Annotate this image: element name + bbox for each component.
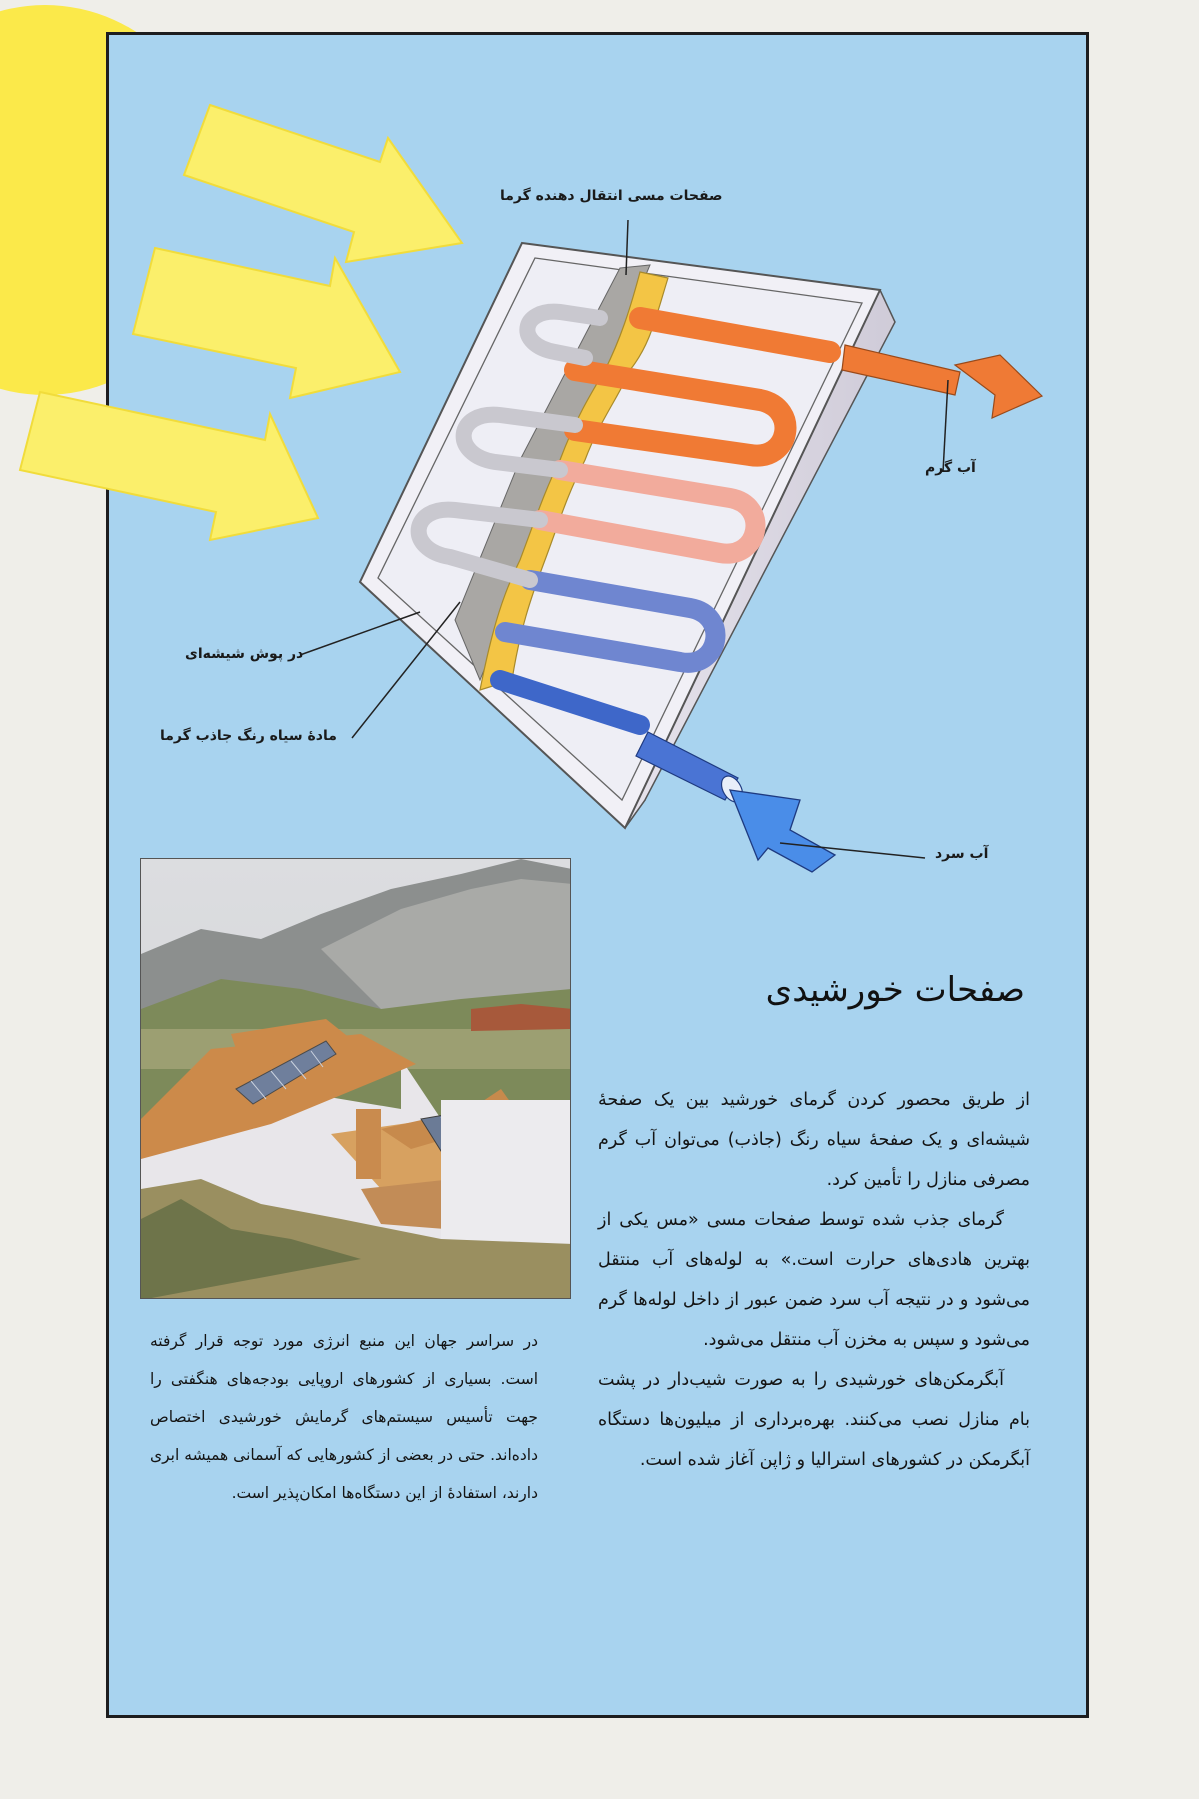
- cold-water-arrow: [730, 790, 835, 872]
- house-photo: [140, 858, 571, 1299]
- paragraph: از طریق محصور کردن گرمای خورشید بین یک صفحهٔ شیشه‌ای و یک صفحهٔ سیاه رنگ (جاذب) می‌توان آب گرم مصرفی منازل را تأمین کرد.: [598, 1090, 1030, 1190]
- hot-water-arrow: [955, 355, 1042, 418]
- section-title: صفحات خورشیدی: [765, 970, 1025, 1010]
- paragraph: آبگرمکن‌های خورشیدی را به صورت شیب‌دار در پشت بام منازل نصب می‌کنند. بهره‌برداری از میلیون‌ها دستگاه آبگرمکن در کشورهای استرالیا و ژاپن آغاز شده است.: [598, 1370, 1030, 1470]
- label-black-material: مادهٔ سیاه رنگ جاذب گرما: [160, 728, 337, 744]
- label-glass-cover: در پوش شیشه‌ای: [185, 646, 304, 662]
- label-copper-plates: صفحات مسی انتقال دهنده گرما: [500, 188, 723, 204]
- photo-caption: [150, 1322, 538, 1512]
- paragraph: گرمای جذب شده توسط صفحات مسی «مس یکی از بهترین هادی‌های حرارت است.» به لوله‌های آب منتقل می‌شود و در نتیجه آب سرد ضمن عبور از داخل لوله‌ها گرم می‌شود و سپس به مخزن آب منتقل می‌شود.: [598, 1210, 1030, 1350]
- main-body-text: [598, 1080, 1030, 1480]
- caption-text: در سراسر جهان این منبع انرژی مورد توجه قرار گرفته است. بسیاری از کشورهای اروپایی بودجه‌های هنگفتی را جهت تأسیس سیستم‌های گرمایش خورشیدی اختصاص داده‌اند. حتی در بعضی از کشورهایی که آسمانی همیشه ابری دارند، استفادهٔ از این دستگاه‌ها امکان‌پذیر است.: [150, 1332, 538, 1502]
- label-hot-water: آب گرم: [925, 460, 976, 476]
- sun-ray-arrows: [20, 105, 462, 540]
- label-cold-water: آب سرد: [935, 846, 989, 862]
- solar-collector-diagram: [0, 0, 1199, 880]
